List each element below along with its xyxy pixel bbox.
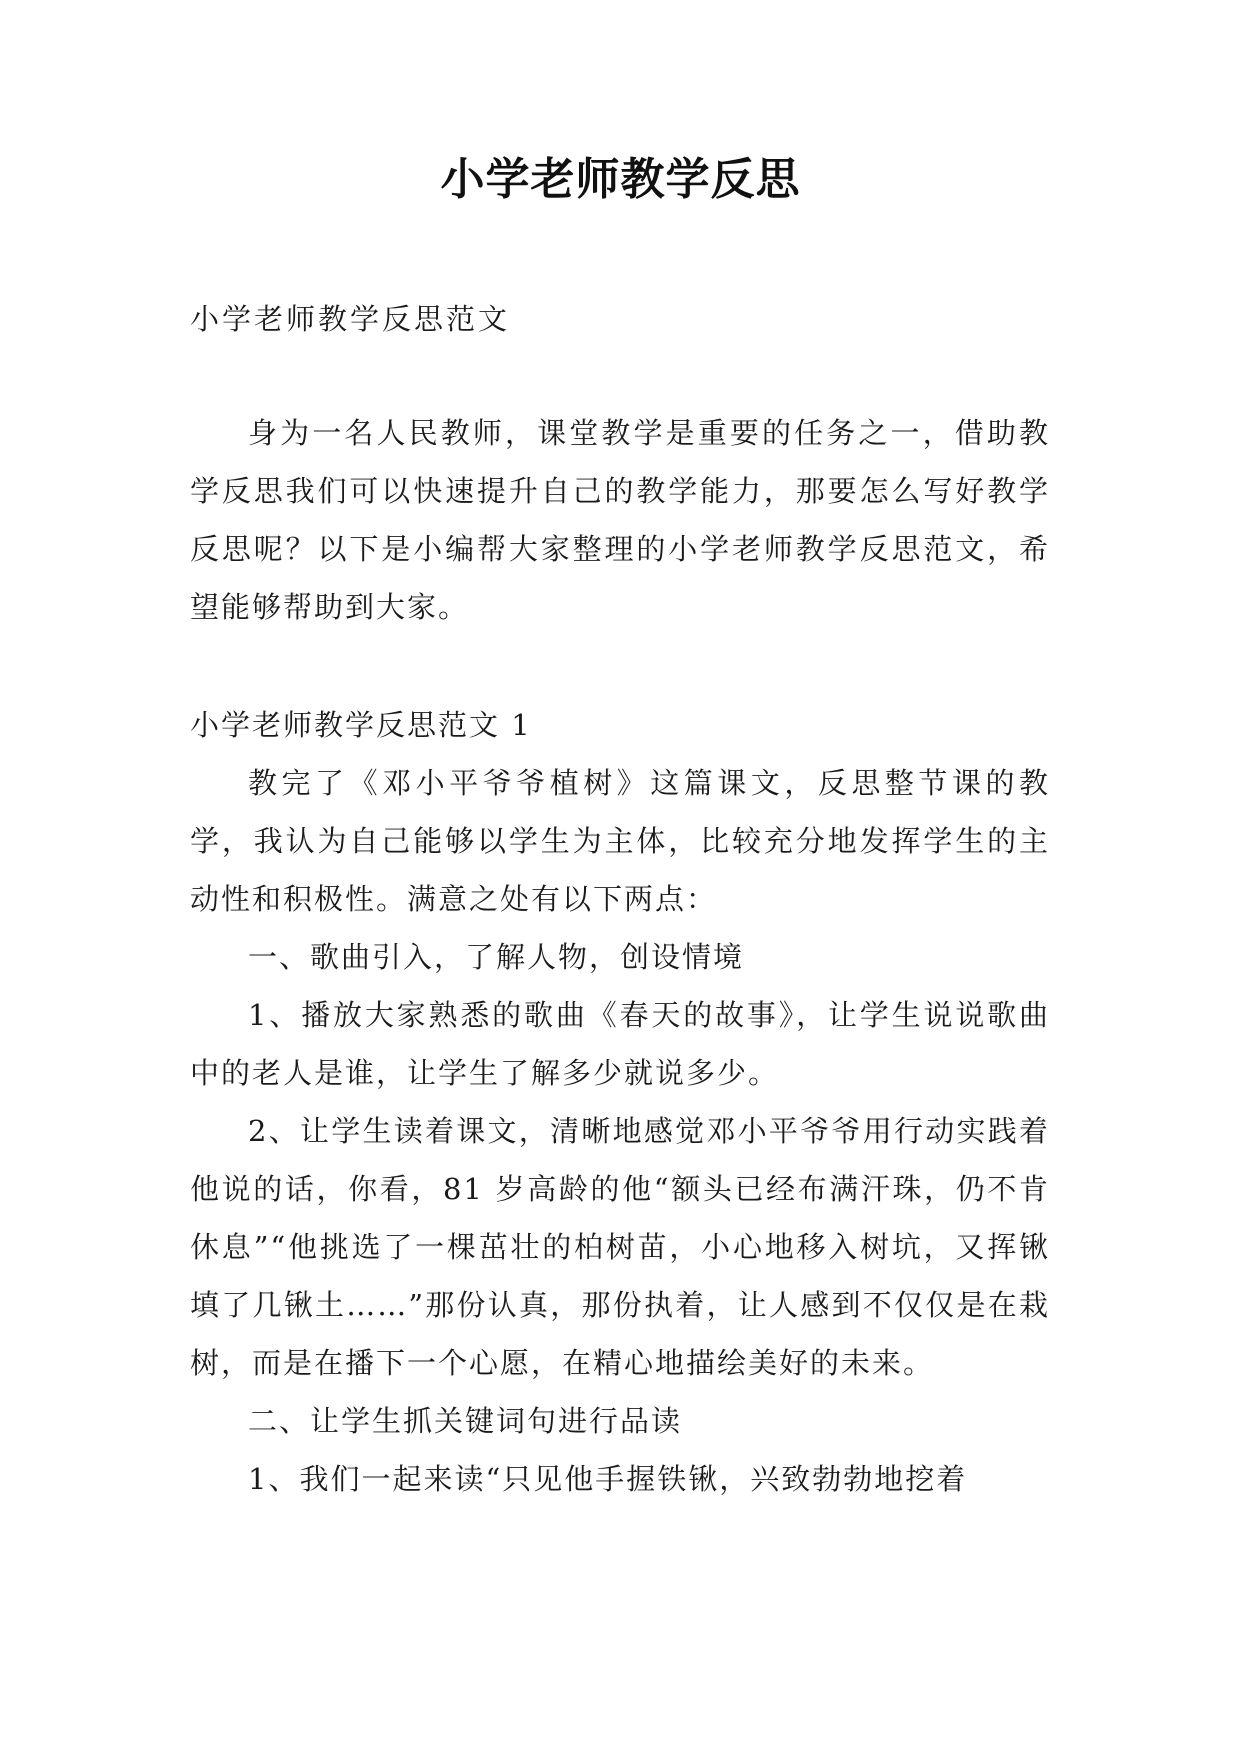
intro-block: [190, 404, 1050, 636]
body-paragraph: 1、播放大家熟悉的歌曲《春天的故事》，让学生说说歌曲中的老人是谁，让学生了解多少就说多少。: [190, 998, 1050, 1090]
body-paragraph: 教完了《邓小平爷爷植树》这篇课文，反思整节课的教学，我认为自己能够以学生为主体，比较充分地发挥学生的主动性和积极性。满意之处有以下两点：: [190, 766, 1050, 916]
document-title: 小学老师教学反思: [440, 154, 801, 205]
body-paragraph: 2、让学生读着课文，清晰地感觉邓小平爷爷用行动实践着他说的话，你看，81 岁高龄的他“额头已经布满汗珠，仍不肯休息”“他挑选了一棵茁壮的柏树苗，小心地移入树坑，又挥锹填了几锹土……”那份认真，那份执着，让人感到不仅仅是在栽树，而是在播下一个心愿，在精心地描绘美好的未来。: [190, 1114, 1050, 1380]
intro-paragraph: 身为一名人民教师，课堂教学是重要的任务之一，借助教学反思我们可以快速提升自己的教学能力，那要怎么写好教学反思呢？以下是小编帮大家整理的小学老师教学反思范文，希望能够帮助到大家。: [190, 416, 1050, 624]
body-paragraph: 二、让学生抓关键词句进行品读: [248, 1404, 683, 1438]
section-1: [190, 696, 1050, 1508]
body-paragraph: 一、歌曲引入，了解人物，创设情境: [248, 940, 745, 974]
document-subtitle: 小学老师教学反思范文: [190, 302, 511, 336]
section-heading: 小学老师教学反思范文 1: [190, 708, 532, 742]
body-paragraph: 1、我们一起来读“只见他手握铁锹，兴致勃勃地挖着: [248, 1462, 968, 1496]
